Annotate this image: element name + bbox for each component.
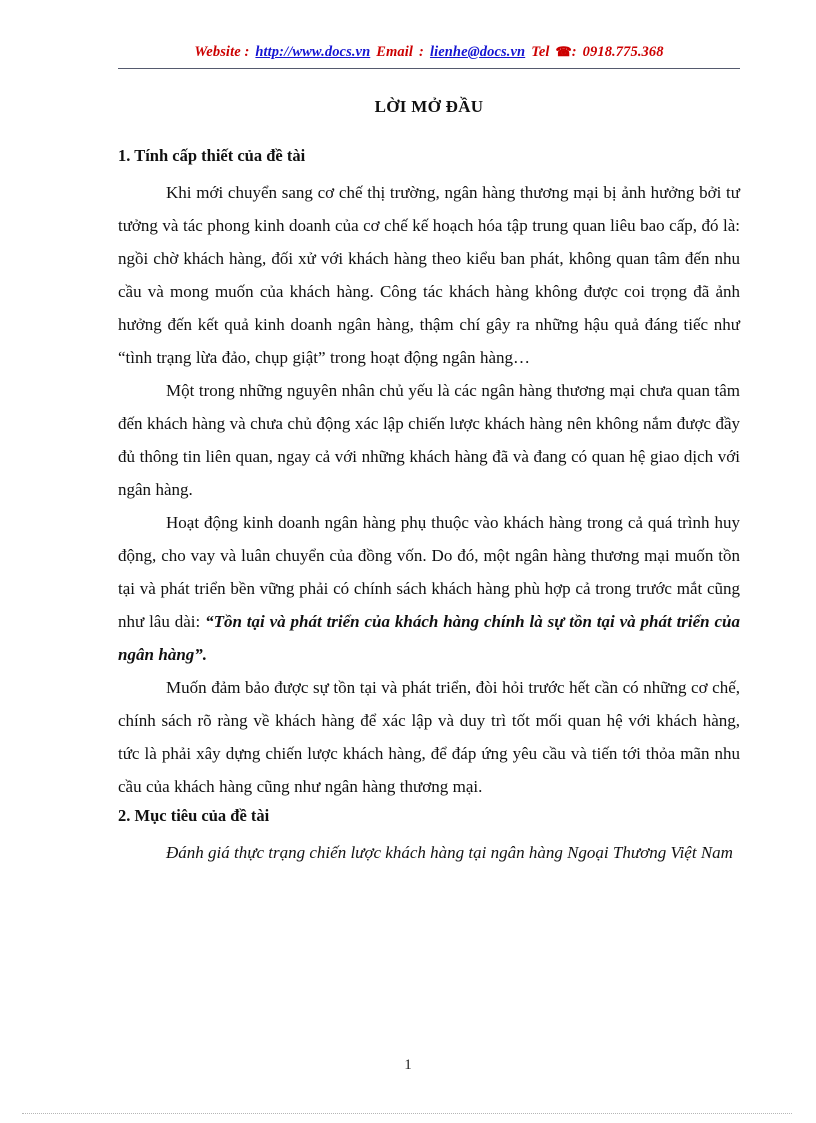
section-1-paragraph-4: Muốn đảm bảo được sự tồn tại và phát triển, đòi hỏi trước hết cần có những cơ chế, chính sách rõ ràng về khách hàng để xác lập và duy trì tốt mối quan hệ với khách hàng, tức là phải xây dựng chiến lược khách hàng, để đáp ứng yêu cầu và tiến tới thỏa mãn nhu cầu của khách hàng cũng như ngân hàng thương mại.	[118, 678, 740, 797]
page-title: LỜI MỞ ĐẦU	[374, 97, 484, 116]
header-tel-label: Tel	[531, 44, 550, 60]
header-email-label: Email	[376, 44, 414, 60]
header-website-label: Website :	[194, 44, 250, 60]
document-body	[118, 96, 740, 869]
header-email-address[interactable]: lienhe@docs.vn	[429, 44, 526, 60]
header-tel-number: 0918.775.368	[582, 44, 664, 60]
section-1	[118, 144, 740, 803]
header-email-colon: :	[419, 44, 424, 60]
section-1-paragraph-1: Khi mới chuyển sang cơ chế thị trường, ngân hàng thương mại bị ảnh hưởng bởi tư tưởng và tác phong kinh doanh của cơ chế kế hoạch hóa tập trung quan liêu bao cấp, đó là: ngồi chờ khách hàng, đối xử với khách hàng theo kiểu ban phát, không quan tâm đến nhu cầu và mong muốn của khách hàng. Công tác khách hàng không được coi trọng đã ảnh hưởng đến kết quả kinh doanh ngân hàng, thậm chí gây ra những hậu quả đáng tiếc như “tình trạng lừa đảo, chụp giật” trong hoạt động ngân hàng…	[118, 183, 740, 368]
section-1-pullquote: “Tồn tại và phát triển của khách hàng chính là sự tồn tại và phát triển của ngân hàng”.	[118, 612, 741, 665]
section-1-paragraph-3-lead: Hoạt động kinh doanh ngân hàng phụ thuộc vào khách hàng trong cả quá trình huy động, cho vay và luân chuyển của đồng vốn. Do đó, một ngân hàng thương mại muốn tồn tại và phát triển bền vững phải có chính sách khách hàng phù hợp cả trong trước mắt cũng như lâu dài:	[118, 513, 740, 632]
phone-icon: ☎	[555, 44, 572, 59]
section-2-heading: 2. Mục tiêu của đề tài	[118, 806, 270, 826]
footer-dotted-rule	[22, 1113, 792, 1114]
header-divider-rule	[118, 68, 740, 69]
section-1-paragraph-3	[118, 506, 740, 671]
section-2	[118, 804, 740, 869]
header-website-url[interactable]: http://www.docs.vn	[255, 44, 371, 60]
header-tel-colon: :	[571, 44, 577, 60]
section-2-paragraph-1: Đánh giá thực trạng chiến lược khách hàng tại ngân hàng Ngoại Thương Việt Nam	[166, 842, 733, 862]
section-1-heading: 1. Tính cấp thiết của đề tài	[118, 146, 306, 166]
section-1-paragraph-2: Một trong những nguyên nhân chủ yếu là các ngân hàng thương mại chưa quan tâm đến khách hàng và chưa chủ động xác lập chiến lược khách hàng nên không nắm được đầy đủ thông tin liên quan, ngay cả với những khách hàng đã và đang có quan hệ giao dịch với ngân hàng.	[118, 381, 740, 500]
document-running-header	[118, 44, 740, 61]
page-number: 1	[404, 1057, 412, 1073]
